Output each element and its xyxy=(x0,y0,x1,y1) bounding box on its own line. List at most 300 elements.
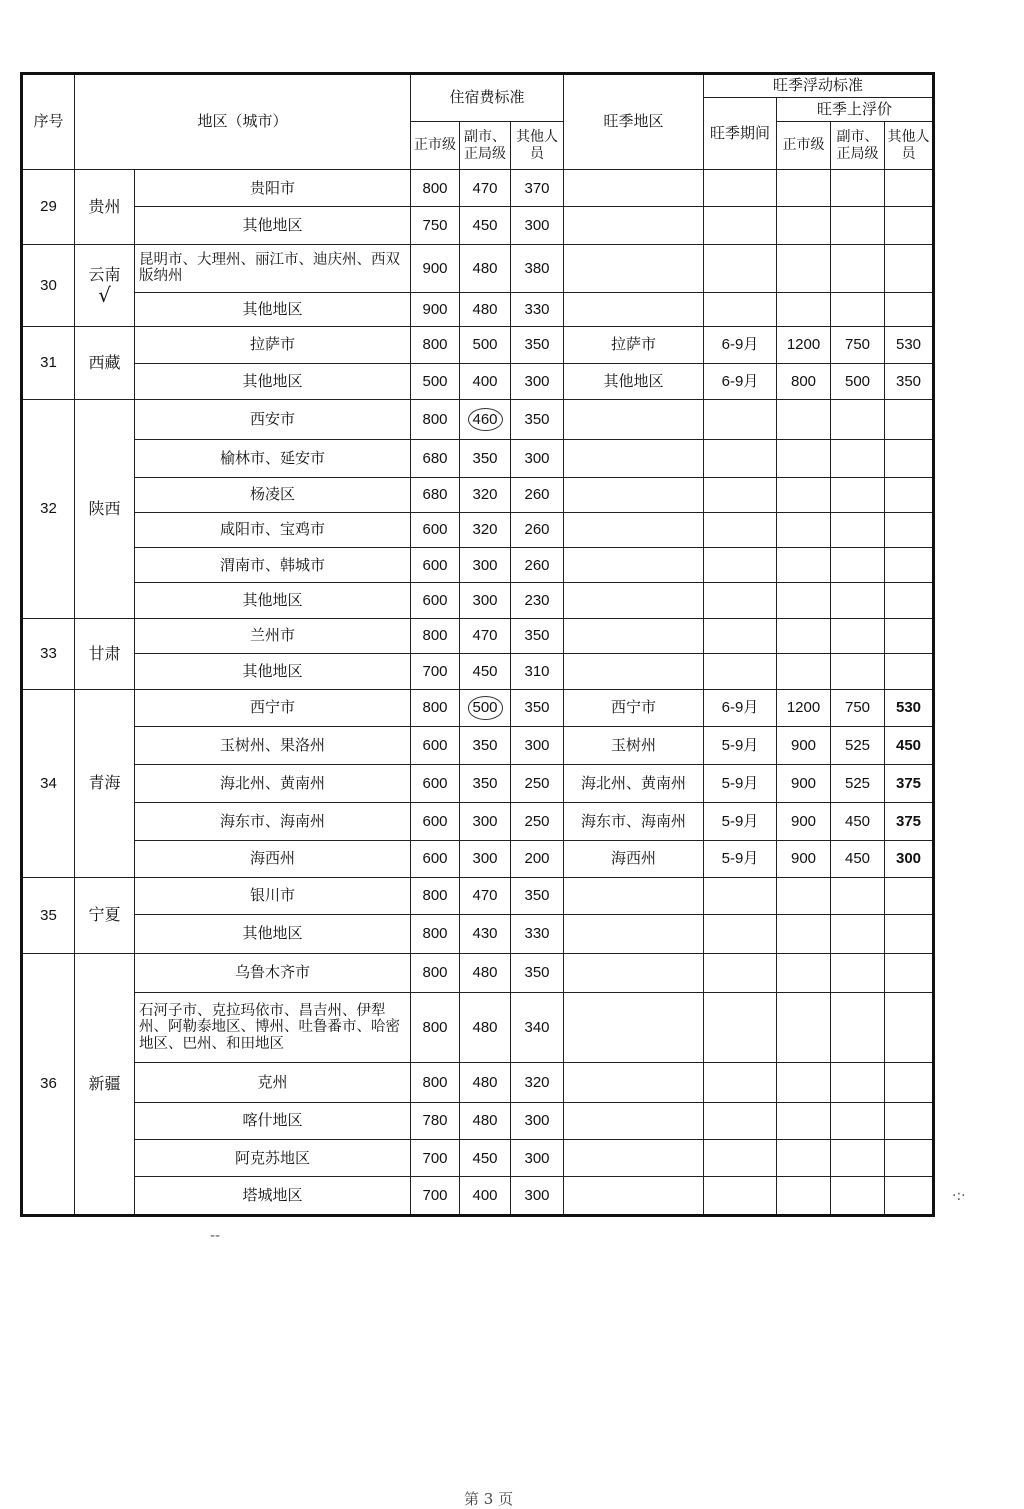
header-peak-group: 旺季浮动标准 xyxy=(704,74,934,98)
table-row xyxy=(22,764,934,802)
header-standard-group: 住宿费标准 xyxy=(411,74,564,122)
rate-deputy-level: 300 xyxy=(460,583,511,618)
peak-period xyxy=(704,654,777,690)
peak-rate-city-level xyxy=(777,877,831,914)
peak-rate-city-level xyxy=(777,1063,831,1102)
peak-rate-deputy-level xyxy=(831,170,885,207)
rate-other-staff: 310 xyxy=(511,654,564,690)
city-name: 西宁市 xyxy=(135,690,411,726)
peak-rate-deputy-level: 450 xyxy=(831,803,885,840)
rate-other-staff: 250 xyxy=(511,803,564,840)
table-row xyxy=(22,327,934,363)
peak-rate-city-level xyxy=(777,654,831,690)
rate-deputy-level: 350 xyxy=(460,726,511,764)
peak-rate-deputy-level xyxy=(831,877,885,914)
city-name: 乌鲁木齐市 xyxy=(135,953,411,992)
header-seq: 序号 xyxy=(22,74,75,170)
rate-other-staff: 380 xyxy=(511,244,564,292)
peak-period xyxy=(704,992,777,1063)
city-name: 玉树州、果洛州 xyxy=(135,726,411,764)
rate-city-level: 800 xyxy=(411,399,460,439)
peak-rate-deputy-level xyxy=(831,992,885,1063)
peak-period xyxy=(704,477,777,512)
city-name: 其他地区 xyxy=(135,363,411,399)
province-label: 青海 xyxy=(88,773,121,793)
peak-rate-city-level xyxy=(777,293,831,327)
table-row xyxy=(22,477,934,512)
rate-other-staff: 300 xyxy=(511,1177,564,1216)
peak-rate-other-staff xyxy=(885,399,934,439)
peak-rate-other-staff xyxy=(885,1102,934,1139)
rate-city-level: 800 xyxy=(411,992,460,1063)
rate-other-staff: 350 xyxy=(511,327,564,363)
table-row xyxy=(22,803,934,840)
peak-period xyxy=(704,207,777,244)
table-row xyxy=(22,170,934,207)
rate-city-level: 800 xyxy=(411,953,460,992)
city-name: 其他地区 xyxy=(135,915,411,953)
table-row xyxy=(22,1177,934,1216)
peak-region: 其他地区 xyxy=(564,363,704,399)
province-label: 新疆 xyxy=(88,1073,121,1093)
rate-deputy-level: 480 xyxy=(460,1063,511,1102)
peak-rate-deputy-level xyxy=(831,512,885,547)
peak-rate-city-level: 1200 xyxy=(777,690,831,726)
peak-rate-other-staff xyxy=(885,953,934,992)
table-row xyxy=(22,726,934,764)
peak-period xyxy=(704,1102,777,1139)
peak-region xyxy=(564,244,704,292)
rate-other-staff: 250 xyxy=(511,764,564,802)
city-name: 昆明市、大理州、丽江市、迪庆州、西双版纳州 xyxy=(135,244,411,292)
rate-city-level: 600 xyxy=(411,512,460,547)
peak-region xyxy=(564,1140,704,1177)
peak-rate-city-level: 900 xyxy=(777,764,831,802)
peak-rate-other-staff xyxy=(885,293,934,327)
city-name: 银川市 xyxy=(135,877,411,914)
rate-other-staff: 230 xyxy=(511,583,564,618)
rate-city-level: 680 xyxy=(411,440,460,477)
peak-rate-city-level xyxy=(777,915,831,953)
peak-region xyxy=(564,1102,704,1139)
rate-deputy-level: 320 xyxy=(460,477,511,512)
table-row xyxy=(22,207,934,244)
peak-rate-city-level xyxy=(777,399,831,439)
peak-rate-other-staff xyxy=(885,992,934,1063)
row-seq: 29 xyxy=(22,170,75,245)
header-std-col-1: 正市级 xyxy=(411,122,460,170)
peak-rate-deputy-level xyxy=(831,207,885,244)
peak-period: 6-9月 xyxy=(704,690,777,726)
peak-rate-other-staff: 450 xyxy=(885,726,934,764)
peak-region xyxy=(564,170,704,207)
table-row xyxy=(22,618,934,653)
peak-region xyxy=(564,618,704,653)
circled-value: 500 xyxy=(468,696,503,719)
peak-rate-other-staff: 530 xyxy=(885,327,934,363)
rate-city-level: 600 xyxy=(411,764,460,802)
rate-city-level: 800 xyxy=(411,877,460,914)
city-name: 西安市 xyxy=(135,399,411,439)
province-name xyxy=(75,877,135,953)
table-body xyxy=(22,170,934,1216)
rate-deputy-level: 480 xyxy=(460,244,511,292)
peak-rate-other-staff xyxy=(885,1177,934,1216)
peak-rate-city-level xyxy=(777,1140,831,1177)
rate-deputy-level: 450 xyxy=(460,654,511,690)
city-name: 贵阳市 xyxy=(135,170,411,207)
table-row xyxy=(22,1140,934,1177)
table-header xyxy=(22,74,934,170)
peak-rate-city-level xyxy=(777,583,831,618)
peak-rate-deputy-level xyxy=(831,440,885,477)
province-label: 陕西 xyxy=(88,498,121,518)
city-name: 海北州、黄南州 xyxy=(135,764,411,802)
peak-rate-other-staff: 350 xyxy=(885,363,934,399)
peak-rate-other-staff xyxy=(885,440,934,477)
peak-period xyxy=(704,293,777,327)
scan-speck: -- xyxy=(210,1228,221,1244)
peak-rate-deputy-level: 750 xyxy=(831,327,885,363)
province-name xyxy=(75,953,135,1215)
peak-period xyxy=(704,915,777,953)
peak-rate-deputy-level: 450 xyxy=(831,840,885,877)
rate-city-level: 700 xyxy=(411,654,460,690)
province-name xyxy=(75,170,135,245)
rate-other-staff: 350 xyxy=(511,399,564,439)
table-row xyxy=(22,840,934,877)
rate-city-level: 680 xyxy=(411,477,460,512)
peak-region xyxy=(564,1177,704,1216)
scan-speck: ·:· xyxy=(952,1188,966,1204)
city-name: 渭南市、韩城市 xyxy=(135,548,411,583)
rate-other-staff: 340 xyxy=(511,992,564,1063)
rate-deputy-level: 450 xyxy=(460,1140,511,1177)
peak-rate-deputy-level xyxy=(831,654,885,690)
rate-city-level: 800 xyxy=(411,170,460,207)
peak-rate-deputy-level xyxy=(831,1177,885,1216)
peak-region: 海东市、海南州 xyxy=(564,803,704,840)
peak-region: 拉萨市 xyxy=(564,327,704,363)
city-name: 阿克苏地区 xyxy=(135,1140,411,1177)
peak-rate-city-level xyxy=(777,477,831,512)
peak-region: 西宁市 xyxy=(564,690,704,726)
row-seq: 30 xyxy=(22,244,75,327)
header-peak-period: 旺季期间 xyxy=(704,98,777,170)
peak-rate-deputy-level xyxy=(831,583,885,618)
rate-other-staff: 300 xyxy=(511,1140,564,1177)
rate-city-level: 600 xyxy=(411,726,460,764)
city-name: 兰州市 xyxy=(135,618,411,653)
peak-rate-city-level xyxy=(777,170,831,207)
handwritten-check-mark: √ xyxy=(98,282,111,307)
province-label: 西藏 xyxy=(88,352,121,372)
peak-rate-other-staff: 375 xyxy=(885,764,934,802)
rate-deputy-level: 350 xyxy=(460,440,511,477)
peak-period: 5-9月 xyxy=(704,726,777,764)
city-name: 杨凌区 xyxy=(135,477,411,512)
rate-other-staff: 320 xyxy=(511,1063,564,1102)
peak-rate-deputy-level: 525 xyxy=(831,726,885,764)
rate-city-level: 900 xyxy=(411,293,460,327)
rate-city-level: 600 xyxy=(411,583,460,618)
table-row xyxy=(22,1102,934,1139)
table-row xyxy=(22,548,934,583)
peak-rate-city-level: 900 xyxy=(777,840,831,877)
header-region: 地区（城市） xyxy=(75,74,411,170)
peak-rate-other-staff xyxy=(885,548,934,583)
table-row xyxy=(22,877,934,914)
peak-rate-city-level xyxy=(777,1102,831,1139)
peak-rate-city-level xyxy=(777,207,831,244)
peak-region xyxy=(564,992,704,1063)
table-row xyxy=(22,654,934,690)
peak-rate-other-staff xyxy=(885,477,934,512)
peak-period: 6-9月 xyxy=(704,363,777,399)
peak-period: 6-9月 xyxy=(704,327,777,363)
peak-rate-city-level xyxy=(777,440,831,477)
peak-region xyxy=(564,1063,704,1102)
peak-rate-deputy-level: 500 xyxy=(831,363,885,399)
rate-city-level: 700 xyxy=(411,1140,460,1177)
province-name xyxy=(75,399,135,618)
row-seq: 34 xyxy=(22,690,75,878)
city-name: 石河子市、克拉玛依市、昌吉州、伊犁州、阿勒泰地区、博州、吐鲁番市、哈密地区、巴州、和田地区 xyxy=(135,992,411,1063)
rate-deputy-level: 480 xyxy=(460,953,511,992)
province-name xyxy=(75,244,135,327)
city-name: 其他地区 xyxy=(135,654,411,690)
peak-rate-deputy-level xyxy=(831,1063,885,1102)
table-row xyxy=(22,583,934,618)
rate-deputy-level: 300 xyxy=(460,840,511,877)
peak-rate-city-level xyxy=(777,244,831,292)
header-peak-col-3: 其他人员 xyxy=(885,122,934,170)
city-name: 榆林市、延安市 xyxy=(135,440,411,477)
peak-rate-other-staff xyxy=(885,618,934,653)
rate-deputy-level: 470 xyxy=(460,170,511,207)
peak-rate-deputy-level xyxy=(831,244,885,292)
table-row xyxy=(22,915,934,953)
page-number: 第 3 页 xyxy=(464,1490,514,1508)
city-name: 克州 xyxy=(135,1063,411,1102)
peak-period xyxy=(704,548,777,583)
circled-value: 460 xyxy=(468,408,503,431)
rate-deputy-level: 470 xyxy=(460,618,511,653)
peak-region xyxy=(564,915,704,953)
peak-rate-deputy-level xyxy=(831,548,885,583)
city-name: 其他地区 xyxy=(135,207,411,244)
city-name: 其他地区 xyxy=(135,293,411,327)
header-std-col-2: 副市、正局级 xyxy=(460,122,511,170)
rate-deputy-level: 400 xyxy=(460,1177,511,1216)
rate-other-staff: 300 xyxy=(511,207,564,244)
peak-rate-other-staff xyxy=(885,1140,934,1177)
header-std-col-3: 其他人员 xyxy=(511,122,564,170)
row-seq: 36 xyxy=(22,953,75,1215)
peak-region: 海西州 xyxy=(564,840,704,877)
rate-city-level: 800 xyxy=(411,1063,460,1102)
peak-rate-other-staff xyxy=(885,207,934,244)
peak-rate-city-level xyxy=(777,618,831,653)
peak-rate-other-staff xyxy=(885,877,934,914)
peak-region xyxy=(564,583,704,618)
peak-period xyxy=(704,953,777,992)
peak-period: 5-9月 xyxy=(704,803,777,840)
rate-city-level: 800 xyxy=(411,690,460,726)
city-name: 咸阳市、宝鸡市 xyxy=(135,512,411,547)
peak-rate-other-staff xyxy=(885,244,934,292)
peak-rate-deputy-level xyxy=(831,618,885,653)
peak-period: 5-9月 xyxy=(704,840,777,877)
rate-other-staff: 300 xyxy=(511,726,564,764)
rate-deputy-level: 350 xyxy=(460,764,511,802)
rate-deputy-level: 300 xyxy=(460,548,511,583)
peak-region xyxy=(564,548,704,583)
peak-rate-other-staff xyxy=(885,583,934,618)
peak-rate-other-staff: 375 xyxy=(885,803,934,840)
peak-rate-deputy-level: 750 xyxy=(831,690,885,726)
rate-deputy-level: 500 xyxy=(460,327,511,363)
table-row xyxy=(22,399,934,439)
peak-rate-other-staff xyxy=(885,512,934,547)
rate-deputy-level: 470 xyxy=(460,877,511,914)
peak-region xyxy=(564,654,704,690)
rate-city-level: 800 xyxy=(411,618,460,653)
table-row xyxy=(22,440,934,477)
peak-period xyxy=(704,877,777,914)
rate-deputy-level: 320 xyxy=(460,512,511,547)
rate-other-staff: 300 xyxy=(511,440,564,477)
province-label: 甘肃 xyxy=(88,643,121,663)
rate-other-staff: 300 xyxy=(511,1102,564,1139)
rate-city-level: 800 xyxy=(411,327,460,363)
rate-other-staff: 350 xyxy=(511,690,564,726)
peak-rate-city-level: 900 xyxy=(777,726,831,764)
peak-period xyxy=(704,1063,777,1102)
table-row xyxy=(22,512,934,547)
header-peak-col-1: 正市级 xyxy=(777,122,831,170)
peak-rate-city-level xyxy=(777,953,831,992)
table-row xyxy=(22,953,934,992)
peak-rate-city-level xyxy=(777,512,831,547)
peak-rate-deputy-level xyxy=(831,293,885,327)
province-label: 宁夏 xyxy=(88,905,121,925)
row-seq: 33 xyxy=(22,618,75,690)
rate-deputy-level: 400 xyxy=(460,363,511,399)
rate-city-level: 600 xyxy=(411,803,460,840)
rate-city-level: 600 xyxy=(411,840,460,877)
city-name: 海东市、海南州 xyxy=(135,803,411,840)
row-seq: 35 xyxy=(22,877,75,953)
peak-rate-city-level: 1200 xyxy=(777,327,831,363)
peak-period xyxy=(704,583,777,618)
province-label: 贵州 xyxy=(88,196,121,216)
rate-city-level: 600 xyxy=(411,548,460,583)
rate-deputy-level: 430 xyxy=(460,915,511,953)
peak-period: 5-9月 xyxy=(704,764,777,802)
peak-region xyxy=(564,293,704,327)
table-row xyxy=(22,363,934,399)
table-row xyxy=(22,244,934,292)
rate-deputy-level xyxy=(460,690,511,726)
peak-period xyxy=(704,440,777,477)
province-label: 云南 xyxy=(88,265,121,285)
peak-rate-deputy-level xyxy=(831,399,885,439)
city-name: 其他地区 xyxy=(135,583,411,618)
rate-other-staff: 350 xyxy=(511,953,564,992)
rate-city-level: 750 xyxy=(411,207,460,244)
peak-region xyxy=(564,953,704,992)
peak-region xyxy=(564,399,704,439)
peak-rate-city-level xyxy=(777,992,831,1063)
city-name: 塔城地区 xyxy=(135,1177,411,1216)
peak-region xyxy=(564,440,704,477)
peak-period xyxy=(704,618,777,653)
lodging-standard-table xyxy=(20,72,935,1217)
peak-rate-other-staff: 530 xyxy=(885,690,934,726)
rate-deputy-level xyxy=(460,399,511,439)
peak-region xyxy=(564,207,704,244)
rate-other-staff: 350 xyxy=(511,618,564,653)
peak-rate-deputy-level xyxy=(831,1140,885,1177)
peak-period xyxy=(704,244,777,292)
rate-city-level: 800 xyxy=(411,915,460,953)
peak-rate-deputy-level xyxy=(831,477,885,512)
header-peak-rise: 旺季上浮价 xyxy=(777,98,934,122)
peak-rate-other-staff xyxy=(885,170,934,207)
city-name: 拉萨市 xyxy=(135,327,411,363)
rate-deputy-level: 480 xyxy=(460,293,511,327)
rate-city-level: 500 xyxy=(411,363,460,399)
peak-region xyxy=(564,477,704,512)
peak-period xyxy=(704,1177,777,1216)
rate-deputy-level: 300 xyxy=(460,803,511,840)
peak-rate-city-level xyxy=(777,1177,831,1216)
peak-rate-other-staff: 300 xyxy=(885,840,934,877)
peak-period xyxy=(704,1140,777,1177)
table-row xyxy=(22,293,934,327)
rate-deputy-level: 450 xyxy=(460,207,511,244)
peak-rate-other-staff xyxy=(885,654,934,690)
rate-other-staff: 260 xyxy=(511,548,564,583)
rate-city-level: 700 xyxy=(411,1177,460,1216)
peak-rate-other-staff xyxy=(885,915,934,953)
row-seq: 31 xyxy=(22,327,75,400)
table-row xyxy=(22,992,934,1063)
rate-deputy-level: 480 xyxy=(460,1102,511,1139)
province-name xyxy=(75,618,135,690)
header-peak-col-2: 副市、正局级 xyxy=(831,122,885,170)
peak-region: 玉树州 xyxy=(564,726,704,764)
peak-period xyxy=(704,170,777,207)
rate-other-staff: 300 xyxy=(511,363,564,399)
city-name: 海西州 xyxy=(135,840,411,877)
rate-other-staff: 370 xyxy=(511,170,564,207)
rate-other-staff: 260 xyxy=(511,477,564,512)
peak-rate-city-level: 800 xyxy=(777,363,831,399)
peak-rate-city-level xyxy=(777,548,831,583)
lodging-standard-sheet xyxy=(20,72,932,1217)
table-row xyxy=(22,1063,934,1102)
peak-rate-deputy-level xyxy=(831,915,885,953)
rate-deputy-level: 480 xyxy=(460,992,511,1063)
rate-other-staff: 350 xyxy=(511,877,564,914)
table-row xyxy=(22,690,934,726)
province-name xyxy=(75,690,135,878)
peak-rate-deputy-level: 525 xyxy=(831,764,885,802)
peak-rate-city-level: 900 xyxy=(777,803,831,840)
peak-region: 海北州、黄南州 xyxy=(564,764,704,802)
